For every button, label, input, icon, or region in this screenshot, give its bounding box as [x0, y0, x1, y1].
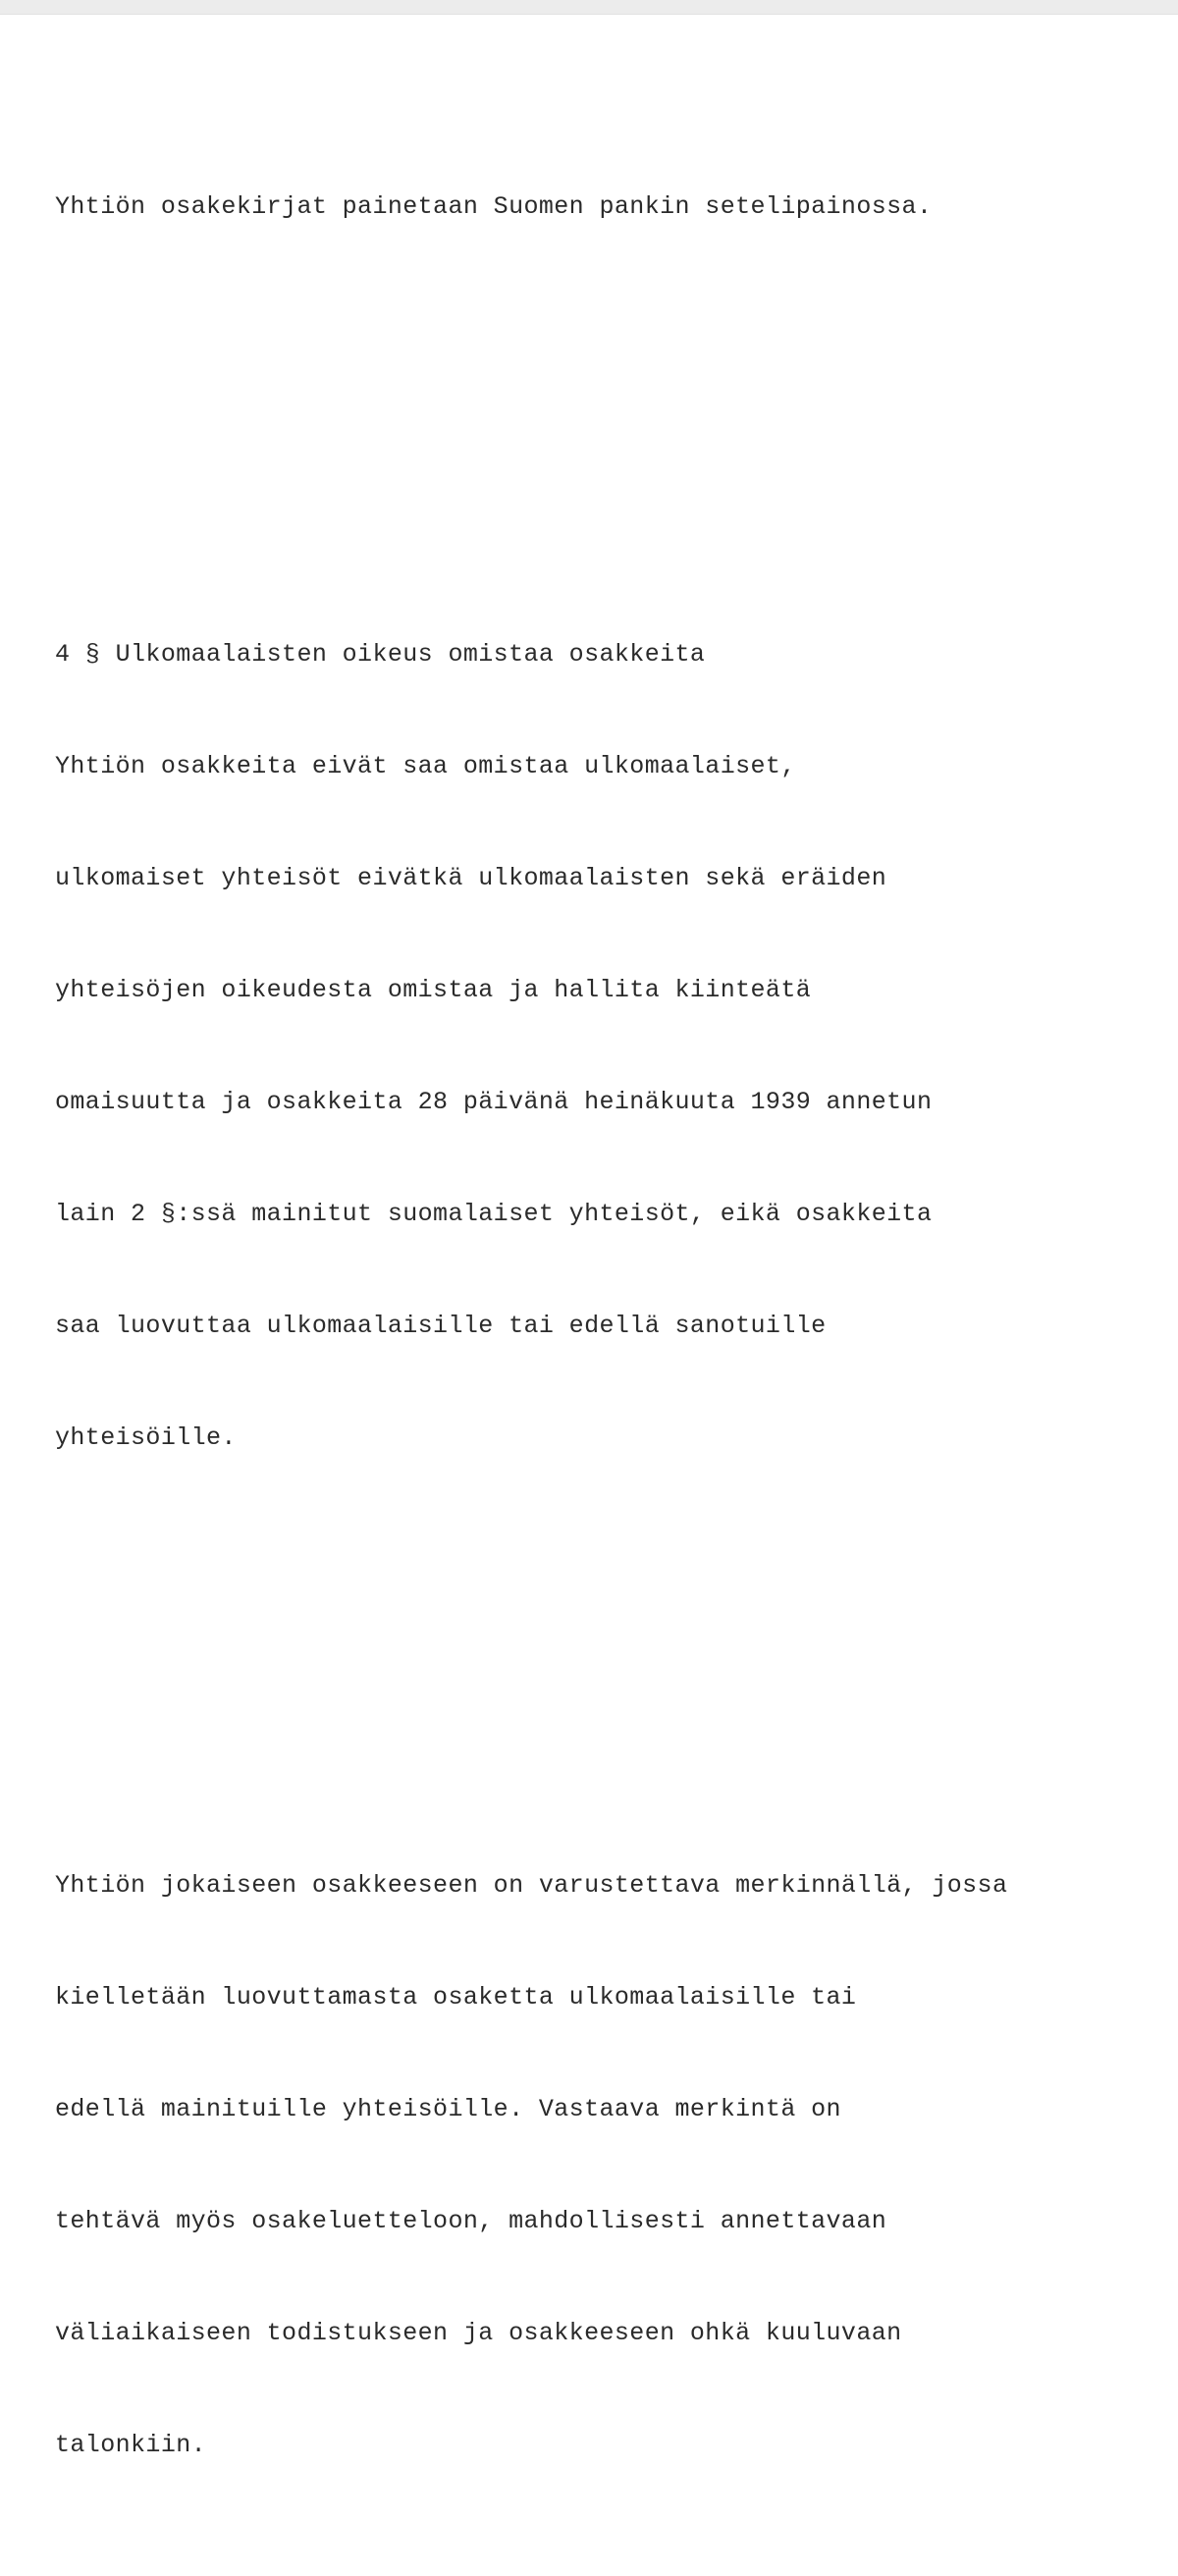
text-line: ulkomaiset yhteisöt eivätkä ulkomaalaisten sekä eräiden — [55, 864, 887, 892]
text-line: edellä mainituille yhteisöille. Vastaava merkintä on — [55, 2095, 841, 2123]
text-line: kielletään luovuttamasta osaketta ulkomaalaisille tai — [55, 1983, 857, 2012]
text-line: lain 2 §:ssä mainitut suomalaiset yhteisöt, eikä osakkeita — [55, 1200, 933, 1228]
section-heading: 4 § Ulkomaalaisten oikeus omistaa osakkeita — [55, 640, 706, 669]
text-line: yhteisöille. — [55, 1423, 237, 1452]
text-line: Yhtiön jokaiseen osakkeeseen on varustettava merkinnällä, jossa — [55, 1871, 1008, 1900]
text-line: saa luovuttaa ulkomaalaisille tai edellä sanotuille — [55, 1312, 827, 1340]
paragraph-share-printing — [55, 114, 1145, 300]
text-line: Yhtiön osakekirjat painetaan Suomen pankin setelipainossa. — [55, 192, 933, 221]
window-top-strip — [0, 0, 1178, 15]
text-line: yhteisöjen oikeudesta omistaa ja hallita kiinteätä — [55, 976, 812, 1004]
text-line: omaisuutta ja osakkeita 28 päivänä heinäkuuta 1939 annetun — [55, 1088, 933, 1116]
text-line: talonkiin. — [55, 2431, 207, 2459]
section-4-foreign-ownership — [55, 562, 1145, 1531]
paragraph-share-marking — [55, 1793, 1145, 2539]
text-line: Yhtiön osakkeita eivät saa omistaa ulkomaalaiset, — [55, 752, 796, 780]
paragraph-gap — [55, 412, 1145, 450]
paragraph-gap — [55, 1643, 1145, 1681]
document-body — [55, 39, 1145, 2576]
text-line: väliaikaiseen todistukseen ja osakkeeseen ohkä kuuluvaan — [55, 2319, 902, 2347]
text-line: tehtävä myös osakeluetteloon, mahdollisesti annettavaan — [55, 2207, 887, 2235]
